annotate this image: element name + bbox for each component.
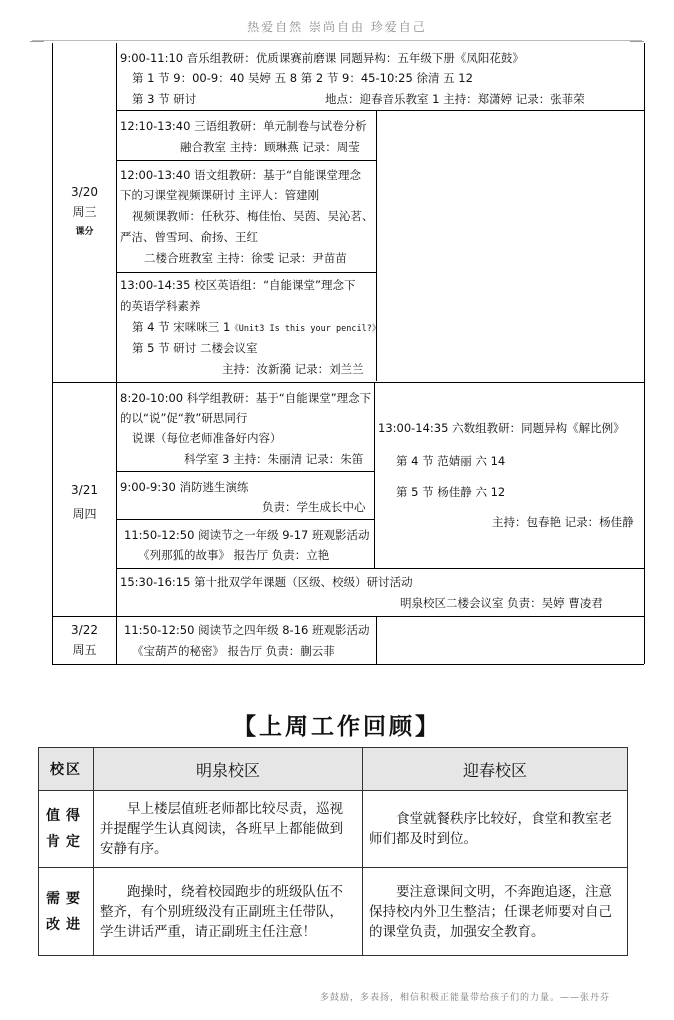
review-title: 【上周工作回顾】	[233, 713, 441, 740]
event-line: 的以“说”促“教”研思同行	[120, 411, 248, 425]
row-label: 需要改进	[39, 868, 94, 956]
grid-line	[376, 616, 377, 664]
event-line: 主持：汝新漪 记录：刘兰兰	[222, 362, 364, 376]
event-line-part: 第 4 节 宋咪咪三 1	[132, 320, 231, 334]
event-line: 主持：包春艳 记录：杨佳静	[492, 515, 634, 529]
day-weekday: 周三	[72, 205, 97, 219]
event-line: 二楼合班教室 主持：徐雯 记录：尹苗苗	[144, 251, 347, 265]
header-corner-right	[630, 41, 644, 42]
cell-campus-a	[94, 791, 363, 868]
event-line: 第 5 节 研讨 二楼会议室	[132, 341, 258, 355]
event-line: 第 1 节 9：00-9：40 吴婷 五 8 第 2 节 9：45-10:25 徐清 五 12	[132, 71, 473, 85]
day-date: 3/22	[71, 623, 98, 637]
event-line: 说课（每位老师准备好内容）	[132, 431, 282, 445]
day-cell-fri	[53, 620, 116, 660]
cell-text: 跑操时，绕着校园跑步的班级队伍不整齐，有个别班级没有正副班主任带队，学生讲话严重，请正副班主任注意！	[100, 883, 343, 940]
event-line: 融合教室 主持：顾琳燕 记录：周莹	[180, 140, 360, 154]
grid-line	[374, 382, 375, 568]
header-campus: 校区	[39, 748, 94, 791]
event-line: 科学室 3 主持：朱丽清 记录：朱笛	[184, 452, 364, 466]
lesson-title: 《Unit3 Is this your pencil?》	[230, 324, 381, 334]
review-row-improve	[39, 868, 628, 956]
review-row-praise	[39, 791, 628, 868]
grid-line	[116, 160, 376, 161]
day-note: 课分	[75, 227, 94, 237]
grid-line	[116, 110, 644, 111]
event-line: 的英语学科素养	[120, 299, 201, 313]
footer-quote: 多鼓励，多表扬，相信积极正能量带给孩子们的力量。——张丹芬	[319, 993, 610, 1003]
event-line: 《列那狐的故事》 报告厅 负责：立艳	[138, 548, 330, 562]
event-line: 第 5 节 杨佳静 六 12	[396, 485, 506, 499]
review-header-row	[39, 748, 628, 791]
event-line: 负责：学生成长中心	[262, 500, 366, 514]
event-line: 9:00-11:10 音乐组教研：优质课赛前磨课 同题异构：五年级下册《凤阳花鼓》	[120, 51, 524, 65]
day-weekday: 周五	[72, 643, 97, 657]
grid-line	[52, 664, 644, 665]
grid-line	[52, 43, 53, 664]
grid-line	[376, 110, 377, 381]
header-campus-a: 明泉校区	[94, 748, 363, 791]
day-date: 3/21	[71, 483, 98, 497]
event-line: 严洁、曾雪珂、俞扬、王红	[120, 230, 258, 244]
review-table	[38, 747, 628, 956]
event-line: 13:00-14:35 校区英语组：“自能课堂”理念下	[120, 278, 356, 292]
event-line: 12:10-13:40 三语组教研：单元制卷与试卷分析	[120, 119, 367, 133]
event-line: 11:50-12:50 阅读节之四年级 8-16 班观影活动	[124, 623, 370, 637]
row-label: 值得肯定	[39, 791, 94, 868]
header-motto: 热爱自然 崇尚自由 珍爱自己	[247, 20, 427, 34]
event-line: 8:20-10:00 科学组教研：基于“自能课堂”理念下	[120, 391, 372, 405]
cell-campus-b	[363, 791, 628, 868]
header-corner-left	[30, 41, 44, 42]
cell-campus-a	[94, 868, 363, 956]
event-line: 12:00-13:40 语文组教研：基于“自能课堂理念	[120, 168, 362, 182]
cell-text: 要注意课间文明，不奔跑追逐，注意保持校内外卫生整洁；任课老师要对自己的课堂负责，加强安全教育。	[369, 883, 612, 940]
day-cell-thu	[53, 480, 116, 524]
event-line	[132, 319, 380, 337]
header-campus-b: 迎春校区	[363, 748, 628, 791]
grid-line	[116, 272, 376, 273]
event-line: 11:50-12:50 阅读节之一年级 9-17 班观影活动	[124, 528, 370, 542]
header-divider	[32, 40, 642, 41]
grid-line	[52, 382, 644, 383]
cell-text: 食堂就餐秩序比较好，食堂和教室老师们都及时到位。	[369, 811, 612, 847]
event-line: 视频课教师：任秋芬、梅佳怡、吴茵、吴沁茗、	[132, 209, 374, 223]
event-line: 13:00-14:35 六数组教研：同题异构《解比例》	[378, 421, 625, 435]
grid-line	[116, 519, 374, 520]
grid-line	[52, 616, 644, 617]
event-line: 15:30-16:15 第十批双学年课题（区级、校级）研讨活动	[120, 575, 413, 589]
event-line: 《宝葫芦的秘密》 报告厅 负责：蒯云菲	[132, 644, 335, 658]
grid-line	[644, 43, 645, 664]
event-line: 第 4 节 范婧丽 六 14	[396, 454, 506, 468]
grid-line	[116, 43, 117, 664]
cell-campus-b	[363, 868, 628, 956]
grid-line	[116, 471, 374, 472]
day-cell-wed	[53, 182, 116, 242]
event-line: 第 3 节 研讨	[132, 92, 197, 106]
event-line: 下的习课堂视频课研讨 主评人：管建刚	[120, 188, 320, 202]
cell-text: 早上楼层值班老师都比较尽责，巡视并提醒学生认真阅读，各班早上都能做到安静有序。	[100, 801, 343, 857]
event-line: 地点：迎春音乐教室 1 主持：郑潇婷 记录：张菲荣	[325, 92, 585, 106]
grid-line	[116, 568, 644, 569]
event-line: 9:00-9:30 消防逃生演练	[120, 480, 249, 494]
day-date: 3/20	[71, 185, 98, 199]
day-weekday: 周四	[72, 507, 97, 521]
event-line: 明泉校区二楼会议室 负责：吴婷 曹凌君	[400, 596, 603, 610]
